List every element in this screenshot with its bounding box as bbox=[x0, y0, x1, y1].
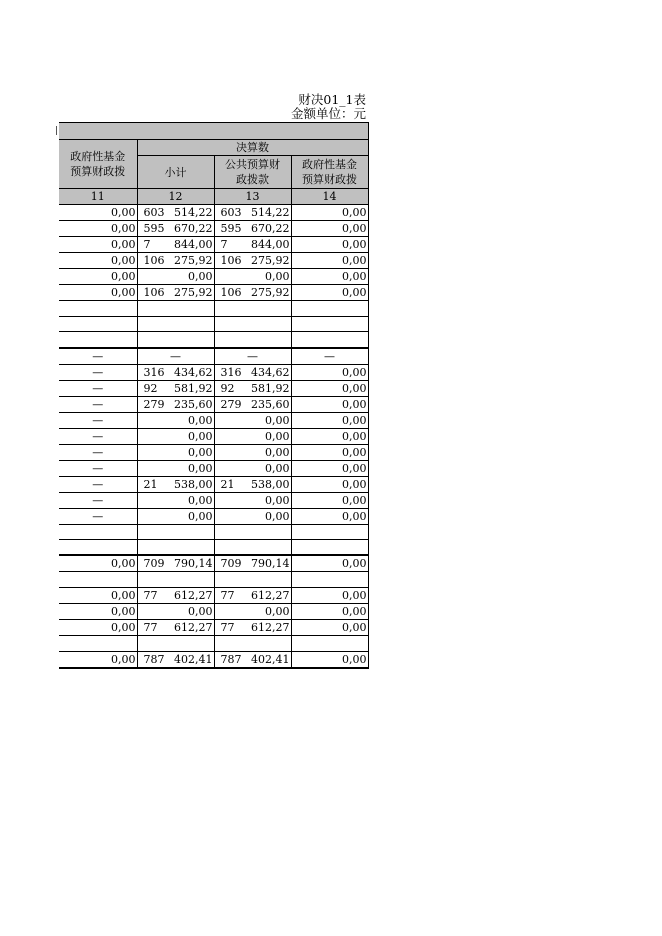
cell-col13 bbox=[214, 460, 291, 476]
cell-col14 bbox=[291, 301, 368, 317]
cell-col12 bbox=[137, 205, 214, 221]
amount-prefix: 595 bbox=[220, 222, 242, 235]
col-number-12: 12 bbox=[137, 189, 214, 205]
cell-col13 bbox=[214, 588, 291, 604]
cell-col14: 0,00 bbox=[291, 221, 368, 237]
cell-col12 bbox=[137, 380, 214, 396]
amount-prefix: 106 bbox=[220, 254, 242, 267]
table-row bbox=[59, 253, 368, 269]
table-row bbox=[59, 205, 368, 221]
cell-col13 bbox=[214, 476, 291, 492]
cell-col11: 0,00 bbox=[59, 651, 137, 668]
cell-col14: 0,00 bbox=[291, 651, 368, 668]
col13-header bbox=[214, 156, 291, 189]
amount-prefix: 92 bbox=[220, 381, 235, 395]
form-code: 财决01_1表 bbox=[298, 92, 366, 107]
table-row bbox=[59, 380, 368, 396]
amount-prefix: 106 bbox=[143, 286, 165, 299]
col-number-14: 14 bbox=[291, 189, 368, 205]
cell-col14: 0,00 bbox=[291, 237, 368, 253]
amount-suffix: 275,92 bbox=[174, 286, 213, 299]
cell-col12 bbox=[137, 651, 214, 668]
col14-header-line2: 预算财政拨 bbox=[302, 173, 357, 186]
cell-col11: — bbox=[59, 412, 137, 428]
cell-col12 bbox=[137, 460, 214, 476]
cell-col13 bbox=[214, 651, 291, 668]
cell-col13 bbox=[214, 636, 291, 652]
amount-suffix: 0,00 bbox=[265, 605, 290, 619]
amount-suffix: 670,22 bbox=[251, 222, 290, 235]
cell-col14: 0,00 bbox=[291, 555, 368, 572]
cell-col11: — bbox=[59, 476, 137, 492]
cell-col12 bbox=[137, 636, 214, 652]
cell-col13 bbox=[214, 269, 291, 285]
table-row bbox=[59, 588, 368, 604]
amount-suffix: 514,22 bbox=[251, 206, 290, 219]
col-number-13: 13 bbox=[214, 189, 291, 205]
table-row bbox=[59, 508, 368, 524]
amount-suffix: 514,22 bbox=[174, 206, 213, 219]
amount-suffix: 0,00 bbox=[188, 445, 213, 459]
cell-col14: — bbox=[291, 348, 368, 365]
amount-suffix: 235,60 bbox=[174, 397, 213, 411]
table-row bbox=[59, 476, 368, 492]
cell-col13 bbox=[214, 444, 291, 460]
amount-prefix: 595 bbox=[143, 222, 165, 235]
cell-col12 bbox=[137, 620, 214, 636]
cell-col11: 0,00 bbox=[59, 285, 137, 301]
table-row bbox=[59, 572, 368, 588]
amount-suffix: 0,00 bbox=[265, 509, 290, 523]
table-row bbox=[59, 620, 368, 636]
cell-col13 bbox=[214, 364, 291, 380]
amount-prefix: 21 bbox=[220, 477, 235, 491]
cell-col14: 0,00 bbox=[291, 604, 368, 620]
table-row bbox=[59, 285, 368, 301]
cell-col12 bbox=[137, 572, 214, 588]
cell-col13 bbox=[214, 604, 291, 620]
col11-header-line2: 预算财政拨 bbox=[70, 165, 126, 178]
amount-prefix: 603 bbox=[220, 206, 242, 219]
amount-suffix: 612,27 bbox=[251, 621, 290, 635]
cell-col14 bbox=[291, 636, 368, 652]
col12-header: 小计 bbox=[137, 156, 214, 189]
cell-col12 bbox=[137, 412, 214, 428]
amount-unit-label: 金额单位：元 bbox=[290, 106, 366, 121]
cell-col14: 0,00 bbox=[291, 476, 368, 492]
cell-col13 bbox=[214, 540, 291, 556]
cell-col12 bbox=[137, 253, 214, 269]
amount-suffix: 434,62 bbox=[251, 365, 290, 379]
amount-prefix: 787 bbox=[143, 652, 165, 666]
col13-header-line2: 政拨款 bbox=[236, 173, 269, 186]
amount-prefix: 709 bbox=[220, 557, 242, 571]
cell-col13 bbox=[214, 412, 291, 428]
cell-col11 bbox=[59, 524, 137, 540]
cell-col12 bbox=[137, 540, 214, 556]
cell-col14 bbox=[291, 316, 368, 332]
amount-suffix: 434,62 bbox=[174, 365, 213, 379]
amount-suffix: 0,00 bbox=[188, 493, 213, 507]
cell-col12 bbox=[137, 332, 214, 348]
cell-col11: — bbox=[59, 380, 137, 396]
table-row bbox=[59, 460, 368, 476]
cell-col11: — bbox=[59, 364, 137, 380]
amount-prefix: 316 bbox=[220, 365, 242, 379]
col13-header-line1: 公共预算财 bbox=[225, 158, 280, 171]
cell-col12 bbox=[137, 364, 214, 380]
cell-col13 bbox=[214, 396, 291, 412]
header-row-group bbox=[59, 140, 368, 156]
cell-col11: 0,00 bbox=[59, 555, 137, 572]
cell-col11: — bbox=[59, 444, 137, 460]
amount-prefix: 106 bbox=[143, 254, 165, 267]
table-row bbox=[59, 348, 368, 365]
cell-col11 bbox=[59, 572, 137, 588]
cell-col14 bbox=[291, 332, 368, 348]
amount-suffix: 0,00 bbox=[265, 461, 290, 475]
cell-col14: 0,00 bbox=[291, 492, 368, 508]
amount-prefix: 21 bbox=[143, 477, 158, 491]
amount-prefix: 603 bbox=[143, 206, 165, 219]
cell-col13 bbox=[214, 285, 291, 301]
cell-col13 bbox=[214, 508, 291, 524]
cell-col14: 0,00 bbox=[291, 380, 368, 396]
table-row bbox=[59, 555, 368, 572]
cell-col11: 0,00 bbox=[59, 588, 137, 604]
cell-col12 bbox=[137, 301, 214, 317]
col11-header-line1: 政府性基金 bbox=[70, 150, 126, 163]
cell-col14: 0,00 bbox=[291, 285, 368, 301]
cell-col12 bbox=[137, 476, 214, 492]
cell-col12 bbox=[137, 604, 214, 620]
table-row bbox=[59, 237, 368, 253]
amount-suffix: 0,00 bbox=[188, 270, 213, 283]
cell-col14: 0,00 bbox=[291, 269, 368, 285]
cell-col14: 0,00 bbox=[291, 508, 368, 524]
cell-col14: 0,00 bbox=[291, 428, 368, 444]
cell-col13 bbox=[214, 221, 291, 237]
cell-col12 bbox=[137, 524, 214, 540]
cell-col13 bbox=[214, 555, 291, 572]
cell-col14: 0,00 bbox=[291, 396, 368, 412]
table-row bbox=[59, 269, 368, 285]
final-accounts-table bbox=[59, 122, 369, 669]
amount-suffix: 0,00 bbox=[188, 605, 213, 619]
amount-suffix: 275,92 bbox=[251, 286, 290, 299]
amount-suffix: 0,00 bbox=[188, 429, 213, 443]
table-row bbox=[59, 604, 368, 620]
group-header-final-amount: 决算数 bbox=[137, 140, 368, 156]
cell-col12 bbox=[137, 508, 214, 524]
cell-col14: 0,00 bbox=[291, 444, 368, 460]
amount-prefix: 77 bbox=[220, 589, 235, 603]
cell-col13 bbox=[214, 524, 291, 540]
cell-col12 bbox=[137, 221, 214, 237]
amount-prefix: 709 bbox=[143, 557, 165, 571]
cell-col11: 0,00 bbox=[59, 205, 137, 221]
cell-col13: — bbox=[214, 348, 291, 365]
amount-suffix: 275,92 bbox=[251, 254, 290, 267]
table-row bbox=[59, 221, 368, 237]
cell-col12 bbox=[137, 555, 214, 572]
col11-header bbox=[59, 140, 137, 189]
amount-prefix: 77 bbox=[220, 621, 235, 635]
cell-col13 bbox=[214, 572, 291, 588]
cell-col14: 0,00 bbox=[291, 412, 368, 428]
gray-band-row bbox=[59, 123, 368, 140]
table-row bbox=[59, 636, 368, 652]
cell-col11: — bbox=[59, 428, 137, 444]
amount-suffix: 0,00 bbox=[265, 413, 290, 427]
amount-suffix: 612,27 bbox=[174, 621, 213, 635]
cell-col11: — bbox=[59, 492, 137, 508]
cell-col13 bbox=[214, 301, 291, 317]
cell-col12: — bbox=[137, 348, 214, 365]
cell-col11: 0,00 bbox=[59, 269, 137, 285]
cell-col11: 0,00 bbox=[59, 237, 137, 253]
cell-col14: 0,00 bbox=[291, 364, 368, 380]
cell-col11: 0,00 bbox=[59, 620, 137, 636]
amount-suffix: 0,00 bbox=[265, 445, 290, 459]
amount-prefix: 787 bbox=[220, 652, 242, 666]
amount-suffix: 581,92 bbox=[174, 381, 213, 395]
cell-col12 bbox=[137, 396, 214, 412]
amount-suffix: 538,00 bbox=[174, 477, 213, 491]
cell-col13 bbox=[214, 332, 291, 348]
cell-col11 bbox=[59, 316, 137, 332]
table-row bbox=[59, 316, 368, 332]
cell-col13 bbox=[214, 428, 291, 444]
cell-col11: 0,00 bbox=[59, 604, 137, 620]
cell-col13 bbox=[214, 492, 291, 508]
cell-col12 bbox=[137, 285, 214, 301]
amount-prefix: 7 bbox=[220, 238, 228, 251]
table-row bbox=[59, 412, 368, 428]
cell-col11 bbox=[59, 540, 137, 556]
cell-col11: — bbox=[59, 348, 137, 365]
table-row bbox=[59, 492, 368, 508]
cell-col13 bbox=[214, 316, 291, 332]
amount-suffix: 612,27 bbox=[251, 589, 290, 603]
amount-suffix: 0,00 bbox=[188, 509, 213, 523]
cell-col12 bbox=[137, 316, 214, 332]
table-row bbox=[59, 428, 368, 444]
cell-col12 bbox=[137, 588, 214, 604]
table-row bbox=[59, 364, 368, 380]
amount-suffix: 235,60 bbox=[251, 397, 290, 411]
cell-col11: — bbox=[59, 460, 137, 476]
amount-suffix: 790,14 bbox=[251, 557, 290, 571]
amount-prefix: 316 bbox=[143, 365, 165, 379]
cell-col12 bbox=[137, 492, 214, 508]
cell-col11: — bbox=[59, 396, 137, 412]
amount-suffix: 844,00 bbox=[174, 238, 213, 251]
amount-prefix: 279 bbox=[143, 397, 165, 411]
cell-col14 bbox=[291, 524, 368, 540]
amount-prefix: 279 bbox=[220, 397, 242, 411]
amount-suffix: 0,00 bbox=[188, 413, 213, 427]
table-row bbox=[59, 332, 368, 348]
amount-suffix: 790,14 bbox=[174, 557, 213, 571]
amount-suffix: 612,27 bbox=[174, 589, 213, 603]
amount-prefix: 7 bbox=[143, 238, 151, 251]
cell-col13 bbox=[214, 620, 291, 636]
amount-suffix: 581,92 bbox=[251, 381, 290, 395]
amount-suffix: 538,00 bbox=[251, 477, 290, 491]
amount-suffix: 0,00 bbox=[265, 493, 290, 507]
amount-prefix: 77 bbox=[143, 621, 158, 635]
amount-suffix: 844,00 bbox=[251, 238, 290, 251]
cell-col14 bbox=[291, 540, 368, 556]
cell-col14: 0,00 bbox=[291, 253, 368, 269]
col14-header-line1: 政府性基金 bbox=[302, 158, 357, 171]
col-number-11: 11 bbox=[59, 189, 137, 205]
amount-suffix: 275,92 bbox=[174, 254, 213, 267]
table-row bbox=[59, 651, 368, 668]
col14-header bbox=[291, 156, 368, 189]
cell-col14: 0,00 bbox=[291, 205, 368, 221]
cell-col11 bbox=[59, 636, 137, 652]
cell-col14: 0,00 bbox=[291, 460, 368, 476]
table-row bbox=[59, 540, 368, 556]
table-row bbox=[59, 396, 368, 412]
amount-suffix: 670,22 bbox=[174, 222, 213, 235]
cell-col13 bbox=[214, 253, 291, 269]
amount-suffix: 0,00 bbox=[265, 270, 290, 283]
cell-col11: 0,00 bbox=[59, 253, 137, 269]
amount-suffix: 0,00 bbox=[265, 429, 290, 443]
cell-col13 bbox=[214, 237, 291, 253]
cell-col12 bbox=[137, 428, 214, 444]
cell-col11: — bbox=[59, 508, 137, 524]
cell-col11 bbox=[59, 301, 137, 317]
table-row bbox=[59, 444, 368, 460]
cell-col14: 0,00 bbox=[291, 588, 368, 604]
cell-col11 bbox=[59, 332, 137, 348]
amount-prefix: 77 bbox=[143, 589, 158, 603]
amount-prefix: 92 bbox=[143, 381, 158, 395]
cell-col11: 0,00 bbox=[59, 221, 137, 237]
cell-col13 bbox=[214, 380, 291, 396]
amount-prefix: 106 bbox=[220, 286, 242, 299]
amount-suffix: 402,41 bbox=[174, 652, 213, 666]
cell-col14 bbox=[291, 572, 368, 588]
column-number-row bbox=[59, 189, 368, 205]
cell-col12 bbox=[137, 237, 214, 253]
amount-suffix: 402,41 bbox=[251, 652, 290, 666]
cell-col12 bbox=[137, 269, 214, 285]
cell-col12 bbox=[137, 444, 214, 460]
cell-col13 bbox=[214, 205, 291, 221]
amount-suffix: 0,00 bbox=[188, 461, 213, 475]
table-row bbox=[59, 301, 368, 317]
table-row bbox=[59, 524, 368, 540]
cell-col14: 0,00 bbox=[291, 620, 368, 636]
